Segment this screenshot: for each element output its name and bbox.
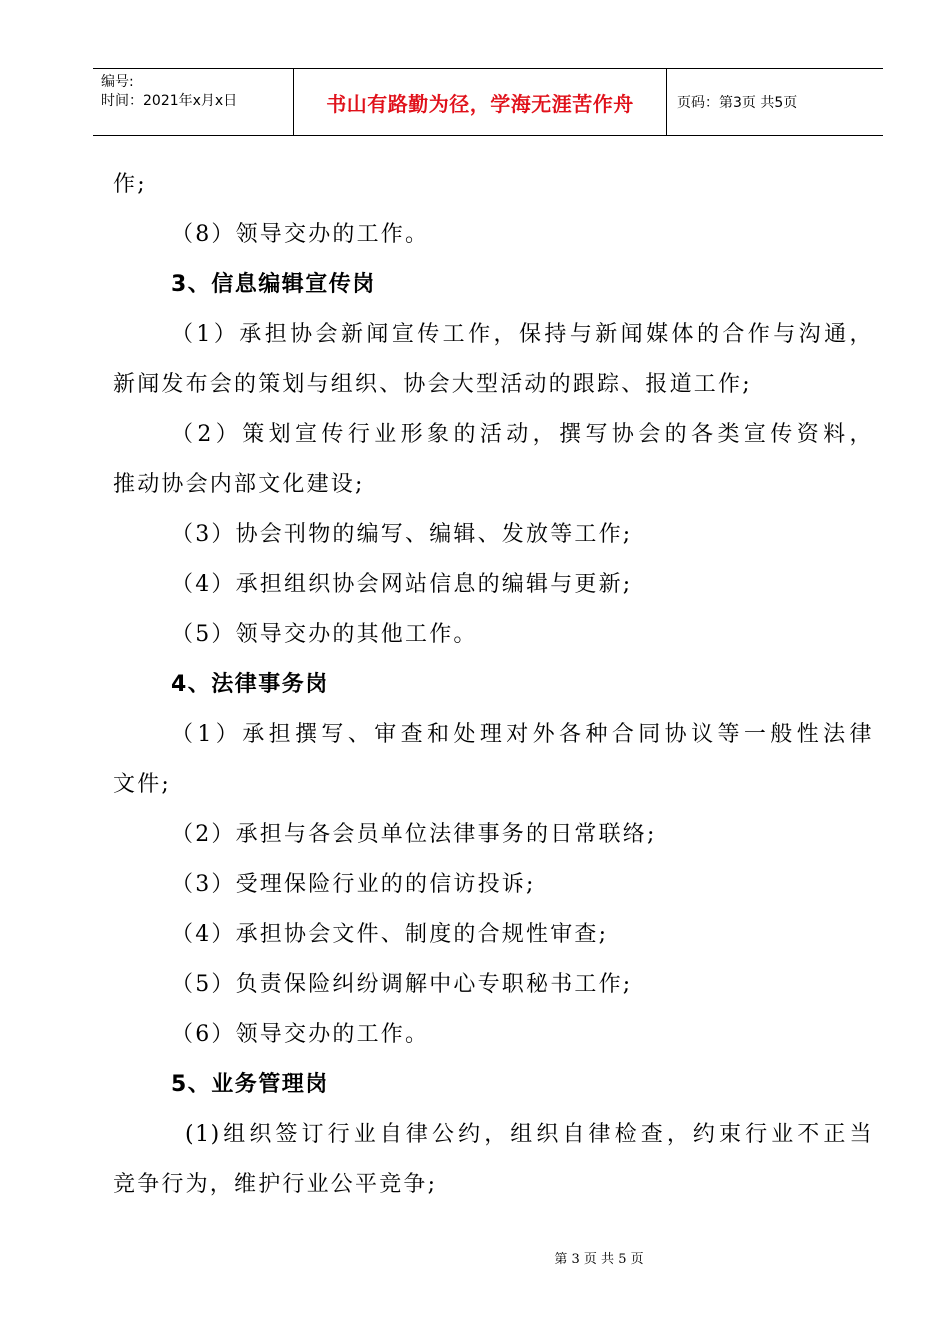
body-line: 文件; — [113, 772, 172, 797]
body-line: （1）承担撰写、审查和处理对外各种合同协议等一般性法律 — [171, 722, 873, 747]
body-line: 竞争行为，维护行业公平竞争; — [113, 1172, 438, 1197]
body-line: （1）承担协会新闻宣传工作，保持与新闻媒体的合作与沟通， — [171, 322, 873, 347]
body-line: （5）领导交办的其他工作。 — [171, 622, 478, 647]
header-meta-cell — [93, 69, 294, 135]
body-line: （5）负责保险纠纷调解中心专职秘书工作; — [171, 972, 633, 997]
body-line: （6）领导交办的工作。 — [171, 1022, 430, 1047]
body-line: 作; — [113, 172, 147, 197]
footer-page-number: 第 3 页 共 5 页 — [554, 1252, 644, 1267]
page-footer — [0, 1248, 950, 1267]
section-heading: 3、信息编辑宣传岗 — [171, 272, 376, 297]
body-line: (1)组织签订行业自律公约，组织自律检查，约束行业不正当 — [185, 1122, 873, 1147]
section-heading: 5、业务管理岗 — [171, 1072, 329, 1097]
body-line: （2）承担与各会员单位法律事务的日常联络; — [171, 822, 657, 847]
page-header — [93, 68, 883, 136]
body-line: 推动协会内部文化建设; — [113, 472, 365, 497]
time-label: 时间：2021年x月x日 — [101, 93, 238, 109]
header-page-label: 页码：第3页 共5页 — [677, 95, 798, 111]
body-line: （2）策划宣传行业形象的活动，撰写协会的各类宣传资料， — [171, 422, 873, 447]
number-label: 编号: — [101, 74, 134, 90]
body-line: （8）领导交办的工作。 — [171, 222, 430, 247]
body-line: （3）受理保险行业的的信访投诉; — [171, 872, 536, 897]
header-motto: 书山有路勤为径，学海无涯苦作舟 — [294, 69, 667, 135]
body-line: （4）承担组织协会网站信息的编辑与更新; — [171, 572, 633, 597]
section-heading: 4、法律事务岗 — [171, 672, 329, 697]
body-line: （4）承担协会文件、制度的合规性审查; — [171, 922, 609, 947]
document-body — [113, 160, 873, 1210]
body-line: 新闻发布会的策划与组织、协会大型活动的跟踪、报道工作; — [113, 372, 752, 397]
body-line: （3）协会刊物的编写、编辑、发放等工作; — [171, 522, 633, 547]
